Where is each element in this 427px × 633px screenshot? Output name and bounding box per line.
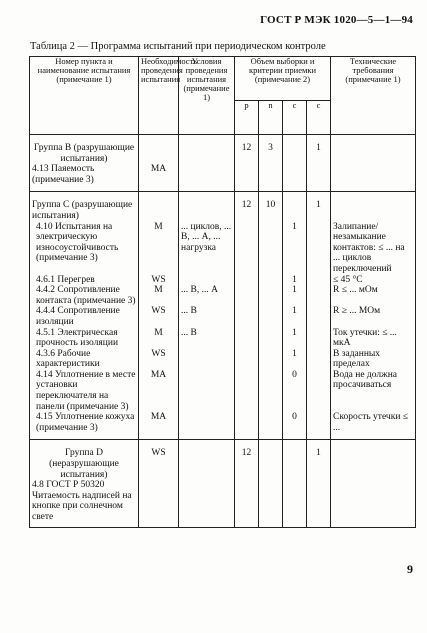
table-row-name: 4.15 Уплотнение кожуха (примечание 3) xyxy=(30,412,139,440)
col-header-c2: c xyxy=(307,101,331,135)
table-row-tech: R ≤ ... мОм xyxy=(331,285,416,306)
table-row-tech: R ≥ ... МОм xyxy=(331,306,416,327)
col-header-conditions: Условия проведения испытания (примечание 1) xyxy=(179,57,235,135)
group-d-c2: 1 xyxy=(307,440,331,480)
table-row-order: MA xyxy=(139,412,179,440)
group-c-n: 10 xyxy=(259,192,283,222)
table-row-order: WS xyxy=(139,275,179,286)
table-row-name: 4.10 Испытания на электрическую износоустойчивость (примечание 3) xyxy=(30,222,139,275)
test-program-table xyxy=(29,56,416,528)
group-b-n: 3 xyxy=(259,135,283,165)
document-code: ГОСТ Р МЭК 1020—5—1—94 xyxy=(260,14,413,26)
table-row-name: 4.6.1 Перегрев xyxy=(30,275,139,286)
table-row-conditions: ... циклов, ... В, ... А, ... нагрузка xyxy=(179,222,235,275)
table-caption: Таблица 2 — Программа испытаний при периодическом контроле xyxy=(30,41,326,52)
group-b-title: Группа B (разрушающие испытания) xyxy=(30,135,139,165)
table-row-c: 1 xyxy=(283,328,307,349)
group-b-p: 12 xyxy=(235,135,259,165)
group-b-item: 4.13 Паяемость (примечание 3) xyxy=(30,164,139,192)
page-number: 9 xyxy=(407,562,413,576)
table-row-order: M xyxy=(139,222,179,275)
table-row-name: 4.4.4 Сопротивление изоляции xyxy=(30,306,139,327)
table-row-c: 1 xyxy=(283,285,307,306)
table-row-name: 4.4.2 Сопротивление контакта (примечание 3) xyxy=(30,285,139,306)
table-row-order: WS xyxy=(139,349,179,370)
table-row-tech: Ток утечки: ≤ ... мкА xyxy=(331,328,416,349)
table-row-tech: Залипание/незамыкание контактов: ≤ ... на ... циклов переключений xyxy=(331,222,416,275)
group-d-title: Группа D (неразрушающие испытания) xyxy=(30,440,139,480)
group-b-c2: 1 xyxy=(307,135,331,165)
group-c-p: 12 xyxy=(235,192,259,222)
table-row-tech: Скорость утечки ≤ ... xyxy=(331,412,416,440)
table-row-order: MA xyxy=(139,370,179,412)
table-row-tech: В заданных пределах xyxy=(331,349,416,370)
col-header-sample-group: Объем выборки и критерии приемки (примечание 2) xyxy=(235,57,331,101)
table-row-conditions: ... В xyxy=(179,328,235,349)
table-row-c: 1 xyxy=(283,275,307,286)
table-row-c: 1 xyxy=(283,349,307,370)
table-row-c: 0 xyxy=(283,412,307,440)
group-c-c2: 1 xyxy=(307,192,331,222)
col-header-c: c xyxy=(283,101,307,135)
table-row-conditions: ... В, ... А xyxy=(179,285,235,306)
table-row-c: 1 xyxy=(283,306,307,327)
col-header-n: n xyxy=(259,101,283,135)
group-d-order: WS xyxy=(139,440,179,480)
table-row-order: WS xyxy=(139,306,179,327)
col-header-tech: Технические требования (примечание 1) xyxy=(331,57,416,135)
group-c-title: Группа C (разрушающие испытания) xyxy=(30,192,139,222)
table-row-name: 4.14 Уплотнение в месте установки переключателя на панели (примечание 3) xyxy=(30,370,139,412)
col-header-order: Необходимость проведения испытания xyxy=(139,57,179,135)
table-row-order: M xyxy=(139,328,179,349)
table-row-tech: Вода не должна просачиваться xyxy=(331,370,416,412)
table-row-c: 0 xyxy=(283,370,307,412)
col-header-p: p xyxy=(235,101,259,135)
table-row-conditions: ... В xyxy=(179,306,235,327)
group-b-order: MA xyxy=(139,164,179,192)
col-header-name: Номер пункта и наименование испытания (примечание 1) xyxy=(30,57,139,135)
table-row-name: 4.5.1 Электрическая прочность изоляции xyxy=(30,328,139,349)
table-row-tech: ≤ 45 °С xyxy=(331,275,416,286)
group-d-n: 12 xyxy=(235,440,259,480)
group-d-item: 4.8 ГОСТ Р 50320 Читаемость надписей на кнопке при солнечном свете xyxy=(30,480,139,527)
table-row-c: 1 xyxy=(283,222,307,275)
table-row-order: M xyxy=(139,285,179,306)
table-row-name: 4.3.6 Рабочие характеристики xyxy=(30,349,139,370)
